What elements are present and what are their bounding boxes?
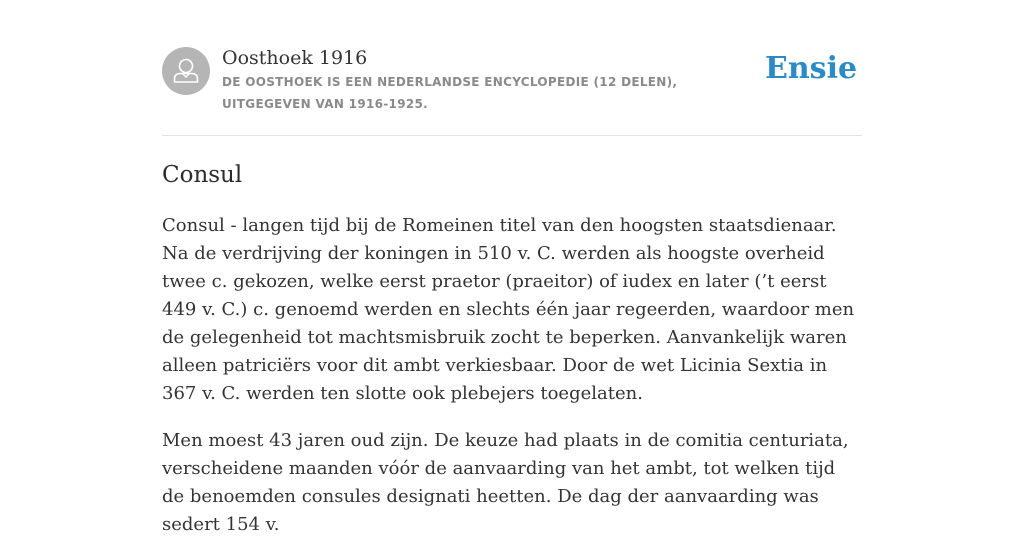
article-paragraph: Consul - langen tijd bij de Romeinen titel van den hoogsten staatsdienaar. Na de verdrijving der koningen in 510 v. C. werden als hoogste overheid twee c. gekozen, welke eerst praetor (praeitor) of iudex en later (’t eerst 449 v. C.) c. genoemd werden en slechts één jaar regeerden, waardoor men de gelegenheid tot machtsmisbruik zocht te beperken. Aanvankelijk waren alleen patriciërs voor dit ambt verkiesbaar. Door de wet Licinia Sextia in 367 v. C. werden ten slotte ook plebejers toegelaten. [162,215,855,404]
source-title[interactable]: Oosthoek 1916 [222,47,368,69]
page [162,0,862,535]
ensie-logo[interactable]: Ensie [765,51,858,86]
article-body [162,212,862,558]
article-title: Consul [162,162,243,188]
source-description: DE OOSTHOEK IS EEN NEDERLANDSE ENCYCLOPEDIE (12 DELEN), UITGEGEVEN VAN 1916-1925. [222,75,678,111]
avatar[interactable] [162,47,210,95]
source-header [162,0,862,136]
user-outline-icon [162,47,210,95]
article-paragraph: Men moest 43 jaren oud zijn. De keuze had plaats in de comitia centuriata, verscheidene maanden vóór de aanvaarding van het ambt, tot welken tijd de benoemden consules designati heetten. De dag der aanvaarding was sedert 154 v. [162,430,849,535]
